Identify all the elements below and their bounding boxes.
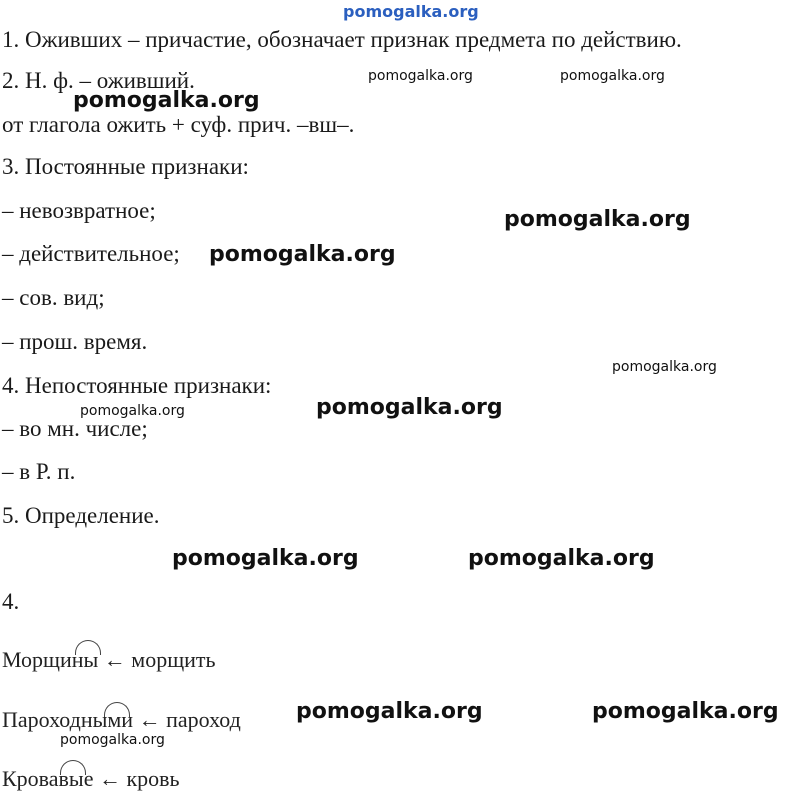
watermark: pomogalka.org xyxy=(209,242,396,267)
watermark: pomogalka.org xyxy=(468,546,655,571)
watermark: pomogalka.org xyxy=(612,359,717,375)
text-line-9: 4. Непостоянные признаки: xyxy=(2,373,272,398)
watermark: pomogalka.org xyxy=(316,395,503,420)
watermark: pomogalka.org xyxy=(296,699,483,724)
morph-line-1: Морщины ← морщить xyxy=(2,647,216,672)
text-line-1: 1. Оживших – причастие, обозначает признак предмета по действию. xyxy=(2,27,682,52)
watermark: pomogalka.org xyxy=(560,68,665,84)
morph-line-2: Пароходными ← пароход xyxy=(2,707,241,732)
text-line-2: 2. Н. ф. – оживший. xyxy=(2,68,195,93)
watermark: pomogalka.org xyxy=(60,732,165,748)
text-line-8: – прош. время. xyxy=(2,329,148,354)
text-line-3: от глагола ожить + суф. прич. –вш–. xyxy=(2,112,355,137)
text-line-6: – действительное; xyxy=(2,241,180,266)
watermark: pomogalka.org xyxy=(592,699,779,724)
text-line-4: 3. Постоянные признаки: xyxy=(2,154,249,179)
watermark: pomogalka.org xyxy=(80,403,185,419)
text-line-13: 4. xyxy=(2,589,20,614)
text-line-5: – невозвратное; xyxy=(2,198,156,223)
watermark: pomogalka.org xyxy=(73,88,260,113)
watermark: pomogalka.org xyxy=(368,68,473,84)
text-line-7: – сов. вид; xyxy=(2,285,105,310)
watermark: pomogalka.org xyxy=(172,546,359,571)
morph-line-3: Кровавые ← кровь xyxy=(2,766,180,791)
watermark: pomogalka.org xyxy=(504,207,691,232)
text-line-11: – в Р. п. xyxy=(2,459,76,484)
watermark-top: pomogalka.org xyxy=(343,2,479,21)
text-line-12: 5. Определение. xyxy=(2,503,160,528)
text-line-10: – во мн. числе; xyxy=(2,416,148,441)
